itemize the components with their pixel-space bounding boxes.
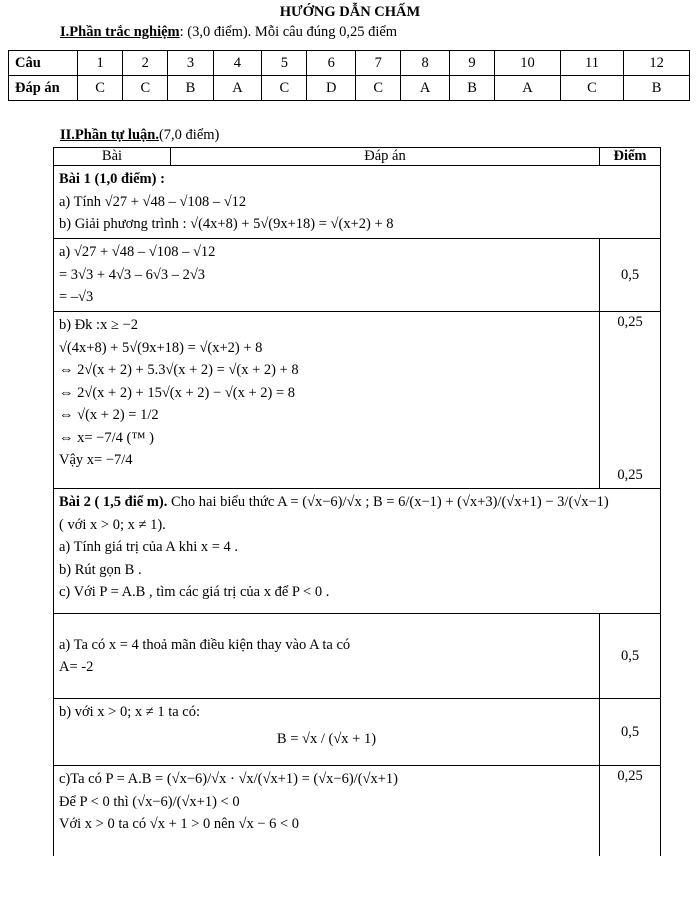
section2-header (60, 127, 219, 144)
section1-header (60, 24, 397, 41)
bai1-a-solution-row (54, 239, 661, 312)
answer-cell: C (262, 76, 307, 101)
question-cell: 4 (213, 51, 262, 76)
answer-cell: A (213, 76, 262, 101)
question-cell: 9 (449, 51, 494, 76)
bai1-part-b (59, 213, 655, 236)
section2-heading: II.Phần tự luận. (60, 127, 159, 143)
question-cell: 10 (495, 51, 561, 76)
bai1-sol-b-line: Vậy x= −7/4 (59, 452, 133, 468)
answer-cell: B (168, 76, 213, 101)
answer-table (8, 50, 690, 101)
bai2-question-b: b) Rút gọn B . (59, 561, 142, 578)
answer-table-row1-label: Câu (9, 51, 78, 76)
bai1-title: Bài 1 (1,0 điểm) : (59, 171, 165, 187)
bai1-sol-b-line: ⇔ 2√(x + 2) + 15√(x + 2) − √(x + 2) = 8 (59, 384, 296, 401)
bai2-a-solution-row (54, 614, 661, 699)
question-cell: 5 (262, 51, 307, 76)
bai2-intro: Cho hai biểu thức A = (√x−6)/√x ; B = 6/(x−1) + (√x+3)/(√x+1) − 3/(√x−1) (170, 494, 609, 510)
bai2-a-score: 0,5 (600, 614, 661, 699)
answer-cell: B (624, 76, 690, 101)
essay-grading-table (53, 147, 661, 856)
bai2-c-solution-row (54, 766, 661, 857)
bai1-question-row (54, 166, 661, 239)
bai2-condition: ( với x > 0; x ≠ 1). (59, 516, 166, 533)
bai2-sol-c-line3: Với x > 0 ta có √x + 1 > 0 nên √x − 6 < 0 (59, 816, 300, 832)
bai1-sol-b-line: ⇔ x= −7/4 (™ ) (59, 429, 155, 446)
bai1-a-expr: √27 + √48 – √108 – √12 (104, 193, 247, 210)
bai1-sol-b-line: ⇔ 2√(x + 2) + 5.3√(x + 2) = √(x + 2) + 8 (59, 362, 299, 378)
bai2-sol-b-line2: B = √x / (√x + 1) (276, 730, 377, 747)
section1-heading: I.Phần trắc nghiệm (60, 24, 180, 40)
bai1-sol-b-line: √(4x+8) + 5√(9x+18) = √(x+2) + 8 (59, 339, 263, 356)
essay-table-header (54, 148, 661, 166)
answer-cell: B (449, 76, 494, 101)
bai1-b-expr: √(4x+8) + 5√(9x+18) = √(x+2) + 8 (190, 216, 394, 232)
answer-table-row2-label: Đáp án (9, 76, 78, 101)
bai2-question-row (54, 489, 661, 614)
section1-note: : (3,0 điểm). Mỗi câu đúng 0,25 điểm (179, 24, 398, 40)
bai1-a-score: 0,5 (600, 239, 661, 312)
bai1-sol-a-line: a) √27 + √48 – √108 – √12 (59, 244, 216, 260)
bai1-b-score-cell (600, 312, 661, 489)
question-cell: 3 (168, 51, 213, 76)
bai2-sol-b-line1: b) với x > 0; x ≠ 1 ta có: (59, 704, 200, 720)
bai1-b-score-2: 0,25 (617, 467, 643, 483)
bai2-b-solution-row (54, 699, 661, 766)
question-cell: 1 (78, 51, 123, 76)
bai1-sol-b-line: b) Đk :x ≥ −2 (59, 317, 138, 333)
bai1-sol-b-line: ⇔ √(x + 2) = 1/2 (59, 407, 159, 423)
bai2-b-score: 0,5 (600, 699, 661, 766)
answer-cell: C (560, 76, 623, 101)
bai2-sol-c-line1: c)Ta có P = A.B = (√x−6)/√x · √x/(√x+1) = (√x−6)/(√x+1) (59, 771, 399, 787)
question-cell: 11 (560, 51, 623, 76)
answer-cell: C (123, 76, 168, 101)
bai2-c-score: 0,25 (600, 766, 661, 857)
bai1-sol-a-line: = –√3 (59, 289, 94, 305)
bai2-sol-a-line1: a) Ta có x = 4 thoả mãn điều kiện thay vào A ta có (59, 636, 351, 653)
col-bai-header: Bài (54, 148, 171, 166)
bai2-title: Bài 2 ( 1,5 điể m). (59, 494, 168, 510)
question-cell: 6 (307, 51, 356, 76)
answer-cell: D (307, 76, 356, 101)
answer-table-question-row (9, 51, 690, 76)
bai1-b-solution-row (54, 312, 661, 489)
question-cell: 7 (356, 51, 401, 76)
answer-cell: A (495, 76, 561, 101)
answer-table-answer-row (9, 76, 690, 101)
bai2-sol-a-line2: A= -2 (59, 659, 94, 675)
col-dapan-header: Đáp án (171, 148, 600, 166)
col-diem-header: Điểm (600, 148, 661, 166)
question-cell: 8 (401, 51, 450, 76)
bai2-intro-line (59, 491, 655, 514)
bai2-question-c: c) Với P = A.B , tìm các giá trị của x để P < 0 . (59, 584, 330, 600)
answer-cell: A (401, 76, 450, 101)
bai1-b-score-1: 0,25 (617, 314, 643, 330)
question-cell: 12 (624, 51, 690, 76)
bai1-part-a (59, 191, 655, 214)
bai2-sol-c-line2: Để P < 0 thì (√x−6)/(√x+1) < 0 (59, 793, 240, 810)
bai2-question-a: a) Tính giá trị của A khi x = 4 . (59, 539, 239, 555)
bai1-b-prefix: b) Giải phương trình : (59, 216, 187, 232)
page-title: HƯỚNG DẪN CHẤM (279, 4, 421, 20)
question-cell: 2 (123, 51, 168, 76)
bai1-a-prefix: a) Tính (59, 193, 102, 210)
bai1-sol-a-line: = 3√3 + 4√3 – 6√3 – 2√3 (59, 266, 206, 283)
answer-cell: C (356, 76, 401, 101)
section2-points: (7,0 điểm) (158, 127, 220, 143)
answer-cell: C (78, 76, 123, 101)
